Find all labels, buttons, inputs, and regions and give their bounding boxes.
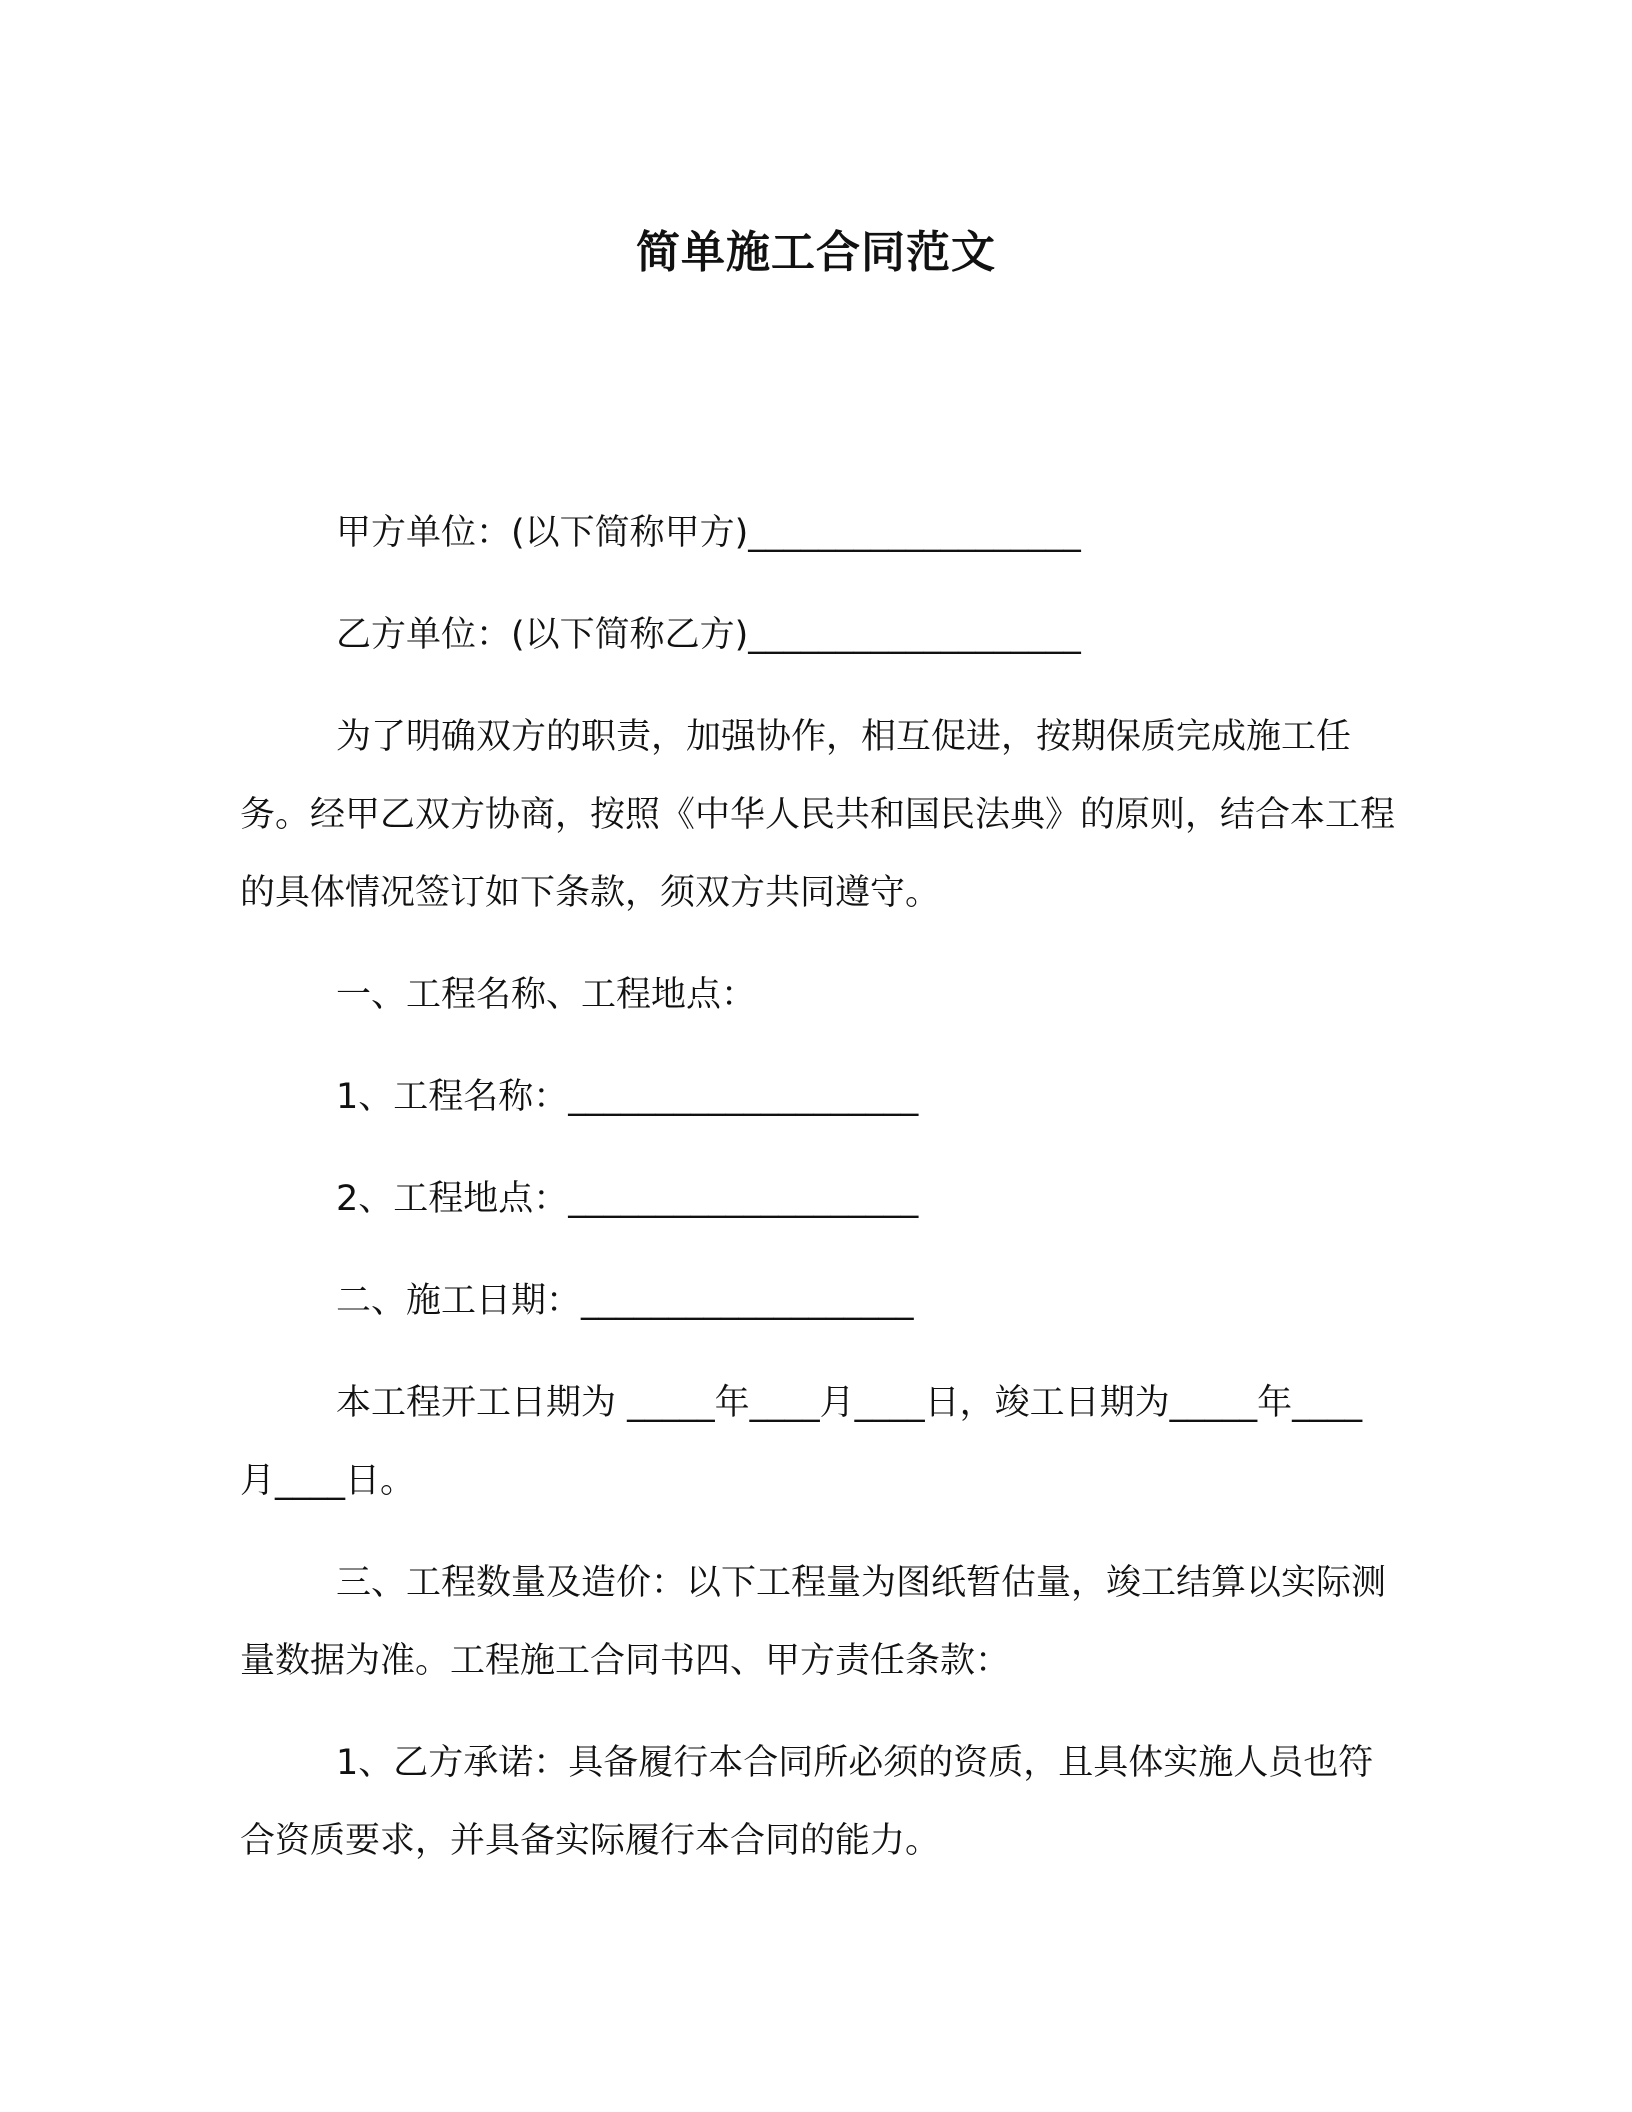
clause-1-paragraph: 1、乙方承诺：具备履行本合同所必须的资质，且具体实施人员也符合资质要求，并具备实际履行本合同的能力。 [240, 1743, 1374, 1861]
document-body [240, 494, 1395, 1904]
construction-dates-paragraph: 本工程开工日期为 _____年____月____日，竣工日期为_____年____月____日。 [240, 1383, 1363, 1501]
section-1-heading: 一、工程名称、工程地点： [336, 975, 757, 1015]
section-3-paragraph: 三、工程数量及造价：以下工程量为图纸暂估量，竣工结算以实际测量数据为准。工程施工合同书四、甲方责任条款： [240, 1563, 1387, 1681]
project-name-line: 1、工程名称：____________________ [336, 1077, 919, 1117]
preamble-paragraph: 为了明确双方的职责，加强协作，相互促进，按期保质完成施工任务。经甲乙双方协商，按照《中华人民共和国民法典》的原则，结合本工程的具体情况签订如下条款，须双方共同遵守。 [240, 717, 1396, 913]
party-b-line: 乙方单位：(以下简称乙方)___________________ [336, 615, 1081, 655]
document-title: 简单施工合同范文 [636, 227, 996, 278]
project-location-line: 2、工程地点：____________________ [336, 1179, 919, 1219]
section-2-heading: 二、施工日期：___________________ [336, 1281, 914, 1321]
party-a-line: 甲方单位：(以下简称甲方)___________________ [336, 513, 1081, 553]
